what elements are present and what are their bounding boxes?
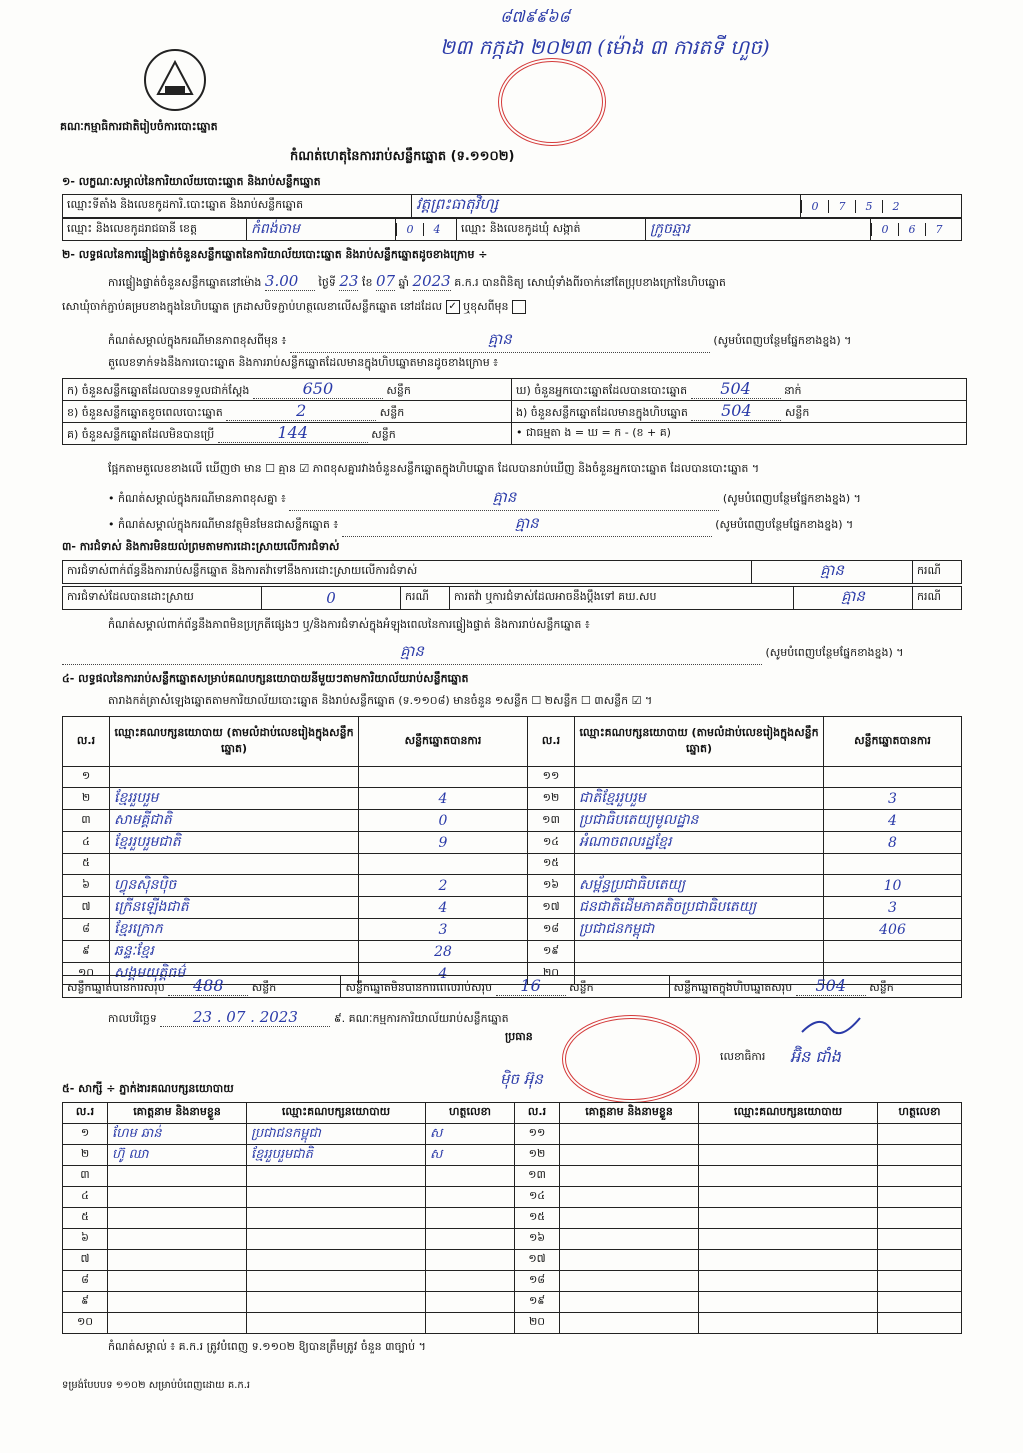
box-ballots-value: 504: [691, 401, 781, 421]
witness-empty-cell: [878, 1124, 962, 1145]
section3-note-label: កំណត់សម្គាល់ពាក់ព័ន្ធនឹងភាពមិនប្រក្រតីផ្សេងៗ ឬ/និងការជំទាស់ក្នុងអំឡុងពេលនៃការផ្ទៀងផ្ទាត់ និងការរាប់សន្លឹកឆ្នោត ៖: [108, 618, 590, 631]
unused-ballots-row: គ) ចំនួនសន្លឹកឆ្នោតដែលមិនបានប្រើ 144 សន្លឹក: [63, 423, 512, 445]
table-row: [63, 897, 962, 919]
result-votes-cell: 4: [824, 810, 962, 832]
different-checkbox[interactable]: [512, 300, 526, 314]
witness-empty-cell: [699, 1124, 878, 1145]
witness-empty-cell: [560, 1187, 699, 1208]
polling-station-value: វត្តព្រះធាតុវិហ្ស: [412, 195, 801, 218]
total-box: សន្លឹកឆ្នោតក្នុងហិបឆ្នោតសរុប 504 សន្លឹក: [669, 976, 961, 998]
witness-no-cell: ១៦: [515, 1229, 560, 1250]
witness-no-cell: ១៧: [515, 1250, 560, 1271]
table-row: [63, 875, 962, 897]
table-row: [63, 1229, 962, 1250]
witness-party-cell: [247, 1292, 426, 1313]
result-party-cell: ជាតិខ្មែររួបរួម: [575, 788, 824, 810]
witness-empty-cell: [878, 1187, 962, 1208]
result-votes-cell: 3: [824, 897, 962, 919]
witness-party-cell: [247, 1166, 426, 1187]
witness-empty-cell: [699, 1250, 878, 1271]
witness-name-cell: [108, 1187, 247, 1208]
total-invalid-value: 16: [496, 976, 566, 996]
verification-month: 07: [375, 272, 396, 290]
result-no-cell: ៧: [63, 897, 110, 919]
nec-emblem-icon: [138, 46, 212, 114]
witness-sign-cell: [426, 1313, 515, 1334]
result-no-cell: ១៩: [528, 941, 575, 963]
result-party-cell: សម្ព័ន្ធប្រជាធិបតេយ្យ: [575, 875, 824, 897]
date-line: កាលបរិច្ឆេទ 23 . 07 . 2023 ៩. គណៈកម្មការការិយាល័យរាប់សន្លឹកឆ្នោត: [108, 1008, 509, 1026]
appeal-value: គ្មាន: [794, 587, 913, 610]
formula: • ជាធម្មតា ង = ឃ = ក - (ខ + គ): [512, 423, 967, 445]
witness-empty-cell: [878, 1229, 962, 1250]
witness-name-cell: [108, 1271, 247, 1292]
witness-sign-cell: [426, 1229, 515, 1250]
witness-sign-cell: ស: [426, 1124, 515, 1145]
witness-no-cell: ១៥: [515, 1208, 560, 1229]
witness-no-cell: ១: [63, 1124, 108, 1145]
section5-heading: ៥- សាក្សី ÷ ភ្នាក់ងារគណបក្សនយោបាយ: [62, 1082, 234, 1095]
section4-heading: ៤- លទ្ធផលនៃការរាប់សន្លឹកឆ្នោតសម្រាប់គណបក្សនយោបាយនីមួយៗតាមការិយាល័យរាប់សន្លឹកឆ្នោត: [62, 672, 469, 685]
witness-no-cell: ៦: [63, 1229, 108, 1250]
objection-value: គ្មាន: [752, 561, 913, 584]
result-votes-cell: [824, 941, 962, 963]
note2-line: • កំណត់សម្គាល់ក្នុងករណីមានភាពខុសគ្នា ៖ គ្មាន (សូមបំពេញបន្ថែមផ្នែកខាងខ្នង) ។: [108, 488, 968, 511]
witness-empty-cell: [878, 1208, 962, 1229]
witness-name-cell: [108, 1229, 247, 1250]
witness-name-cell: [108, 1313, 247, 1334]
seal-check-line: សោឃុំចាក់ភ្ជាប់គម្របខាងក្នុងនៃហិបឆ្នោត ក្រដាសបិទភ្ជាប់ហត្ថលេខាលើសន្លឹកឆ្នោត នៅដដែល ✓ ឬខុសពីមុន: [62, 300, 962, 316]
witness-no-cell: ៨: [63, 1271, 108, 1292]
received-ballots-row: ក) ចំនួនសន្លឹកឆ្នោតដែលបានទទួលជាក់ស្តែង 650 សន្លឹក: [63, 379, 512, 401]
table-row: [63, 941, 962, 963]
witness-table: ល.រ គោត្តនាម និងនាមខ្លួន ឈ្មោះគណបក្សនយោបាយ ហត្ថលេខា ល.រ គោត្តនាម និងនាមខ្លួន ឈ្មោះគណបក្សនយោបាយ ហត្ថលេខា ១ ហែម ឆាន់ ប្រជាជនកម្ពុជា ស ១១ ២ ហ៊ូ ឈា ខ្មែររួបរួមជាតិ ស ១២ ៣ ១៣ ៤ ១៤ ៥ ១៥ ៦ ១៦ ៧ ១៧ ៨ ១៨ ៩ ១៩ ១០ ២០: [62, 1102, 962, 1334]
witness-empty-cell: [699, 1292, 878, 1313]
result-votes-cell: [359, 767, 528, 788]
result-no-cell: ៥: [63, 854, 110, 875]
result-party-cell: ឆន្ទៈខ្មែរ: [110, 941, 359, 963]
commune-value: ក្រូចឆ្មារ: [646, 219, 871, 241]
result-no-cell: ៩: [63, 941, 110, 963]
section2-heading: ២- លទ្ធផលនៃការផ្ទៀងផ្ទាត់ចំនួនសន្លឹកឆ្នោតនៃការិយាល័យបោះឆ្នោត និងរាប់សន្លឹកឆ្នោតដូចខាងក្រោម ÷: [62, 248, 488, 261]
result-votes-cell: 9: [359, 832, 528, 854]
witness-sign-cell: [426, 1166, 515, 1187]
province-code: 0 4: [396, 219, 457, 241]
result-party-cell: ជនជាតិដើមភាគតិចប្រជាធិបតេយ្យ: [575, 897, 824, 919]
witness-name-cell: ហែម ឆាន់: [108, 1124, 247, 1145]
witness-no-cell: ១២: [515, 1145, 560, 1166]
result-no-cell: ១៣: [528, 810, 575, 832]
voters-row: ឃ) ចំនួនអ្នកបោះឆ្នោតដែលបានបោះឆ្នោត 504 នាក់: [512, 379, 967, 401]
witness-party-cell: [247, 1208, 426, 1229]
note3-value: គ្មាន: [342, 514, 712, 537]
result-party-cell: [110, 767, 359, 788]
total-valid: សន្លឹកឆ្នោតបានការសរុប 488 សន្លឹក: [63, 976, 341, 998]
results-table: ល.រ ឈ្មោះគណបក្សនយោបាយ (តាមលំដាប់លេខរៀងក្នុងសន្លឹកឆ្នោត) សន្លឹកឆ្នោតបានការ ល.រ ឈ្មោះគណបក្សនយោបាយ (តាមលំដាប់លេខរៀងក្នុងសន្លឹកឆ្នោត) សន្លឹកឆ្នោតបានការ ១ ១១ ២ ខ្មែររួបរួម 4 ១២ ជាតិខ្មែររួបរួម 3 ៣ សាមគ្គីជាតិ 0 ១៣ ប្រជាធិបតេយ្យមូលដ្ឋាន 4 ៤ ខ្មែររួបរួមជាតិ 9 ១៤ អំណាចពលរដ្ឋខ្មែរ 8 ៥ ១៥ ៦ ហ្វុនស៊ិនប៉ិច 2 ១៦ សម្ព័ន្ធប្រជាធិបតេយ្យ 10 ៧ ក្រើនឡើងជាតិ 4 ១៧ ជនជាតិដើមភាគតិចប្រជាធិបតេយ្យ 3 ៨ ខ្មែរក្រោក 3 ១៨ ប្រជាជនកម្ពុជា 406 ៩ ឆន្ទៈខ្មែរ 28 ១៩ ១០ សង្គមយុត្តិធម៌ 4 ២០: [62, 716, 962, 985]
result-party-cell: ហ្វុនស៊ិនប៉ិច: [110, 875, 359, 897]
witness-empty-cell: [878, 1145, 962, 1166]
witness-no-cell: ៤: [63, 1187, 108, 1208]
witness-empty-cell: [560, 1124, 699, 1145]
verification-time: 3.00: [265, 272, 315, 291]
witness-empty-cell: [878, 1271, 962, 1292]
witness-name-cell: ហ៊ូ ឈា: [108, 1145, 247, 1166]
result-votes-cell: 3: [359, 919, 528, 941]
result-no-cell: ២០: [528, 963, 575, 985]
table-row: [63, 919, 962, 941]
witness-name-cell: [108, 1250, 247, 1271]
witness-sign-cell: [426, 1292, 515, 1313]
result-party-cell: [575, 767, 824, 788]
witness-no-cell: ៣: [63, 1166, 108, 1187]
result-party-cell: ខ្មែររួបរួមជាតិ: [110, 832, 359, 854]
commune-label: ឈ្មោះ និងលេខកូដឃុំ សង្កាត់: [457, 219, 646, 241]
witness-sign-cell: [426, 1271, 515, 1292]
handwritten-ref-number: ៨៧៩៩៦៨: [500, 7, 570, 26]
result-party-cell: សាមគ្គីជាតិ: [110, 810, 359, 832]
received-ballots-value: 650: [253, 379, 383, 399]
table-row: [63, 1292, 962, 1313]
verification-year: 2023: [412, 272, 451, 290]
form-note: ទម្រង់បែបបទ ១១០២ សម្រាប់បំពេញដោយ គ.ក.រ: [62, 1380, 251, 1391]
witness-party-cell: ប្រជាជនកម្ពុជា: [247, 1124, 426, 1145]
result-no-cell: ១០: [63, 963, 110, 985]
witness-no-cell: ១៤: [515, 1187, 560, 1208]
table-row: [63, 1250, 962, 1271]
witness-empty-cell: [699, 1271, 878, 1292]
result-votes-cell: 4: [359, 897, 528, 919]
province-label: ឈ្មោះ និងលេខកូដរាជធានី ខេត្ត: [63, 219, 247, 241]
witness-empty-cell: [560, 1166, 699, 1187]
resolved-label: ការជំទាស់ដែលបានដោះស្រាយ: [63, 587, 262, 610]
witness-empty-cell: [878, 1166, 962, 1187]
spoiled-ballots-value: 2: [226, 401, 376, 421]
witness-empty-cell: [699, 1229, 878, 1250]
result-party-cell: [110, 854, 359, 875]
result-party-cell: ខ្មែររួបរួម: [110, 788, 359, 810]
result-no-cell: ១៤: [528, 832, 575, 854]
result-no-cell: ២: [63, 788, 110, 810]
witness-party-cell: [247, 1271, 426, 1292]
witness-no-cell: ៩: [63, 1292, 108, 1313]
result-party-cell: សង្គមយុត្តិធម៌: [110, 963, 359, 985]
witness-no-cell: ១៨: [515, 1271, 560, 1292]
result-no-cell: ៤: [63, 832, 110, 854]
resolved-value: 0: [262, 587, 401, 610]
witness-party-cell: [247, 1187, 426, 1208]
result-party-cell: [575, 941, 824, 963]
witness-no-cell: ១០: [63, 1313, 108, 1334]
witness-empty-cell: [699, 1208, 878, 1229]
witness-empty-cell: [878, 1313, 962, 1334]
table-row: [63, 1187, 962, 1208]
difference-line: ផ្អែកតាមតួលេខខាងលើ ឃើញថា មាន ☐ គ្មាន ☑ ភាពខុសគ្នារវាងចំនួនសន្លឹកឆ្នោតក្នុងហិបឆ្នោត ដែលបានរាប់ឃើញ និងចំនួនអ្នកបោះឆ្នោត ដែលបានបោះឆ្នោត ។: [108, 462, 760, 475]
section3-table: ការជំទាស់ពាក់ព័ន្ធនឹងការរាប់សន្លឹកឆ្នោត និងការតវ៉ាទៅនឹងការដោះស្រាយលើការជំទាស់ គ្មាន ករណី: [62, 560, 962, 584]
chair-name: ម៉ិច អ៊ុន: [500, 1070, 543, 1088]
table-row: [63, 1313, 962, 1334]
section4-intro: តារាងកត់ត្រាសំឡេងឆ្នោតតាមការិយាល័យបោះឆ្នោត និងរាប់សន្លឹកឆ្នោត (ទ.១១០៨) មានចំនួន ១សន្លឹក ☐ ២សន្លឹក ☐ ៣សន្លឹក ☑ ។: [108, 694, 653, 707]
witness-sign-cell: [426, 1208, 515, 1229]
witness-no-cell: ២: [63, 1145, 108, 1166]
result-no-cell: ១៨: [528, 919, 575, 941]
result-no-cell: ១៧: [528, 897, 575, 919]
witness-sign-cell: [426, 1250, 515, 1271]
witness-empty-cell: [878, 1250, 962, 1271]
witness-empty-cell: [699, 1145, 878, 1166]
witness-name-cell: [108, 1208, 247, 1229]
witness-name-cell: [108, 1166, 247, 1187]
result-votes-cell: 8: [824, 832, 962, 854]
result-no-cell: ៣: [63, 810, 110, 832]
secretary-label: លេខាធិការ: [720, 1050, 766, 1063]
note2-value: គ្មាន: [289, 488, 719, 511]
verification-day: 23: [339, 272, 359, 290]
table-row: [63, 810, 962, 832]
table-row: [63, 1208, 962, 1229]
witness-party-cell: [247, 1229, 426, 1250]
witness-no-cell: ១១: [515, 1124, 560, 1145]
witness-party-cell: [247, 1250, 426, 1271]
witness-no-cell: ១៩: [515, 1292, 560, 1313]
total-valid-value: 488: [168, 976, 248, 996]
total-invalid: សន្លឹកឆ្នោតមិនបានការពេលរាប់សរុប 16 សន្លឹក: [341, 976, 669, 998]
appeal-label: ការតវ៉ា ឬការជំទាស់ដែលអាចនឹងប្តឹងទៅ គឃ.សប: [450, 587, 794, 610]
official-stamp-top: [498, 58, 606, 146]
witness-empty-cell: [560, 1313, 699, 1334]
secretary-name: អ៊ិន ជាំង: [790, 1047, 841, 1066]
witness-party-cell: [247, 1313, 426, 1334]
polling-station-code: 0 7 5 2: [801, 195, 962, 218]
section3-note-line: គ្មាន (សូមបំពេញបន្ថែមផ្នែកខាងខ្នង) ។: [62, 642, 962, 665]
witness-sign-cell: [426, 1187, 515, 1208]
result-votes-cell: 2: [359, 875, 528, 897]
result-party-cell: អំណាចពលរដ្ឋខ្មែរ: [575, 832, 824, 854]
box-ballots-row: ង) ចំនួនសន្លឹកឆ្នោតដែលមានក្នុងហិបឆ្នោត 504 សន្លឹក: [512, 401, 967, 423]
witness-empty-cell: [560, 1145, 699, 1166]
verification-line: ការផ្ទៀងផ្ទាត់ចំនួនសន្លឹកឆ្នោតនៅម៉ោង 3.00 ថ្ងៃទី 23 ខែ 07 ឆ្នាំ 2023 គ.ក.រ បានពិនិត្យ សោឃុំទាំងពីរចាក់នៅតែប្រុបខាងក្រៅនៃហិបឆ្នោត: [108, 272, 726, 290]
section3-table-row2: ការជំទាស់ដែលបានដោះស្រាយ 0 ករណី ការតវ៉ា ឬការជំទាស់ដែលអាចនឹងប្តឹងទៅ គឃ.សប គ្មាន ករណី: [62, 586, 962, 610]
result-no-cell: ៦: [63, 875, 110, 897]
voters-value: 504: [691, 379, 781, 399]
secretary-signature-icon: [800, 1010, 870, 1040]
witness-no-cell: ២០: [515, 1313, 560, 1334]
result-no-cell: ១១: [528, 767, 575, 788]
chair-label: ប្រធាន: [505, 1030, 533, 1043]
commune-code: 0 6 7: [871, 219, 962, 241]
witness-party-cell: ខ្មែររួបរួមជាតិ: [247, 1145, 426, 1166]
witness-empty-cell: [560, 1292, 699, 1313]
table-row: [63, 854, 962, 875]
result-votes-cell: [824, 854, 962, 875]
province-value: កំពង់ចាម: [247, 219, 396, 241]
figures-intro: តួលេខទាក់ទងនឹងការបោះឆ្នោត និងការរាប់សន្លឹកឆ្នោតដែលមានក្នុងហិបឆ្នោតមានដូចខាងក្រោម ៖: [108, 356, 499, 369]
section1-table: [62, 194, 962, 218]
result-votes-cell: 28: [359, 941, 528, 963]
result-party-cell: ក្រើនឡើងជាតិ: [110, 897, 359, 919]
table-row: [63, 832, 962, 854]
section3-note-value: គ្មាន: [62, 642, 762, 665]
objection-label: ការជំទាស់ពាក់ព័ន្ធនឹងការរាប់សន្លឹកឆ្នោត និងការតវ៉ាទៅនឹងការដោះស្រាយលើការជំទាស់: [63, 561, 752, 584]
witness-empty-cell: [560, 1208, 699, 1229]
witness-no-cell: ៧: [63, 1250, 108, 1271]
result-party-cell: ប្រជាជនកម្ពុជា: [575, 919, 824, 941]
result-party-cell: [575, 854, 824, 875]
result-no-cell: ១៦: [528, 875, 575, 897]
figures-table: [62, 378, 967, 445]
result-votes-cell: 3: [824, 788, 962, 810]
section1-table-row2: [62, 218, 962, 241]
same-checkbox[interactable]: ✓: [446, 300, 460, 314]
result-votes-cell: 406: [824, 919, 962, 941]
result-no-cell: ៨: [63, 919, 110, 941]
result-votes-cell: 4: [359, 963, 528, 985]
unused-ballots-value: 144: [218, 423, 368, 443]
table-row: [63, 1145, 962, 1166]
official-stamp-bottom: [562, 1015, 700, 1103]
table-row: [63, 1124, 962, 1145]
result-party-cell: ប្រជាធិបតេយ្យមូលដ្ឋាន: [575, 810, 824, 832]
witness-empty-cell: [560, 1250, 699, 1271]
result-votes-cell: 4: [359, 788, 528, 810]
witness-name-cell: [108, 1292, 247, 1313]
note1-value: គ្មាន: [290, 330, 710, 353]
witness-no-cell: ១៣: [515, 1166, 560, 1187]
witness-empty-cell: [699, 1187, 878, 1208]
witness-empty-cell: [560, 1271, 699, 1292]
result-votes-cell: 0: [359, 810, 528, 832]
total-box-value: 504: [796, 976, 866, 996]
result-votes-cell: 10: [824, 875, 962, 897]
totals-table: [62, 975, 962, 998]
witness-empty-cell: [699, 1166, 878, 1187]
org-name: គណៈកម្មាធិការជាតិរៀបចំការបោះឆ្នោត: [60, 120, 218, 133]
result-no-cell: ១៥: [528, 854, 575, 875]
witness-empty-cell: [560, 1229, 699, 1250]
spoiled-ballots-row: ខ) ចំនួនសន្លឹកឆ្នោតខូចពេលបោះឆ្នោត 2 សន្លឹក: [63, 401, 512, 423]
witness-no-cell: ៥: [63, 1208, 108, 1229]
table-row: [63, 1166, 962, 1187]
table-row: [63, 1271, 962, 1292]
table-row: [63, 788, 962, 810]
result-votes-cell: [359, 854, 528, 875]
handwritten-received-date: ២៣ កក្កដា ២០២៣ (ម៉ោង ៣ ការតទី ហួច): [440, 35, 770, 59]
form-title: កំណត់ហេតុនៃការរាប់សន្លឹកឆ្នោត (ទ.១១០២): [290, 149, 515, 164]
footnote: កំណត់សម្គាល់ ៖ គ.ក.រ ត្រូវបំពេញ ទ.១១០២ ឱ្យបានត្រឹមត្រូវ ចំនួន ៣ច្បាប់ ។: [108, 1340, 426, 1353]
date-value: 23 . 07 . 2023: [160, 1008, 330, 1027]
table-row: [63, 767, 962, 788]
witness-empty-cell: [878, 1292, 962, 1313]
witness-sign-cell: ស: [426, 1145, 515, 1166]
witness-empty-cell: [699, 1313, 878, 1334]
result-no-cell: ១: [63, 767, 110, 788]
result-party-cell: ខ្មែរក្រោក: [110, 919, 359, 941]
section3-heading: ៣- ការជំទាស់ និងការមិនយល់ព្រមតាមការដោះស្រាយលើការជំទាស់: [62, 540, 340, 553]
note3-line: • កំណត់សម្គាល់ក្នុងករណីមានវត្ថុមិនមែនជាសន្លឹកឆ្នោត ៖ គ្មាន (សូមបំពេញបន្ថែមផ្នែកខាងខ្នង) ។: [108, 514, 968, 537]
section1-heading: ១- លក្ខណៈសម្គាល់នៃការិយាល័យបោះឆ្នោត និងរាប់សន្លឹកឆ្នោត: [62, 175, 321, 188]
result-votes-cell: [824, 767, 962, 788]
note1-line: កំណត់សម្គាល់ក្នុងករណីមានភាពខុសពីមុន ៖ គ្មាន (សូមបំពេញបន្ថែមផ្នែកខាងខ្នង) ។: [108, 330, 958, 353]
result-no-cell: ១២: [528, 788, 575, 810]
polling-station-label: ឈ្មោះទីតាំង និងលេខកូដការិ.បោះឆ្នោត និងរាប់សន្លឹកឆ្នោត: [63, 195, 412, 218]
